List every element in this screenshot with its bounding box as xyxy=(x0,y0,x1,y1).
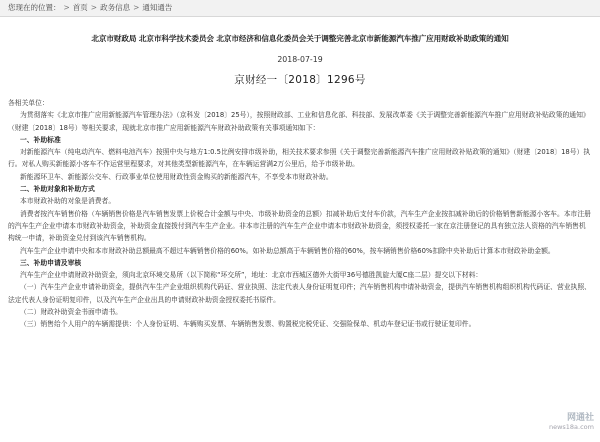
paragraph: 汽车生产企业申请财政补助资金，须向北京环境交易所（以下简称“环交所”，地址：北京市西城区德外大街甲36号德胜凯旋大厦C座二层）提交以下材料： xyxy=(20,271,483,280)
breadcrumb-link-gov-info[interactable]: 政务信息 xyxy=(100,3,131,12)
watermark-logo xyxy=(528,410,594,436)
paragraph: 消费者按汽车销售价格（车辆销售价格是汽车销售发票上价税合计金额与中央、市级补助资金的总额）扣减补助后支付车价款，汽车生产企业按扣减补助后的价格销售新能源小客车。本市注册的汽车生产企业申请本市财政补助资金，补助资金直接拨付到汽车生产企业。非本市注册的汽车生产企业申请本市财政补助资金，须授权委托一家在京注册登记的具有独立法人资格的汽车销售机构统一申请，补助资金兑付到该汽车销售机构。 xyxy=(8,209,591,243)
watermark-line1: 网通社 xyxy=(566,413,594,423)
paragraph: （一）汽车生产企业申请补助资金，提供汽车生产企业组织机构代码证、营业执照、法定代表人身份证明复印件；汽车销售机构申请补助资金，提供汽车销售机构组织机构代码证、营业执照、法定代表人身份证明复印件，以及汽车生产企业出具的申请财政补助资金授权委托书原件。 xyxy=(8,283,591,304)
paragraph: 新能源环卫车、新能源公交车、行政事业单位使用财政性资金购买的新能源汽车，不享受本市财政补助。 xyxy=(20,172,333,181)
section-heading: 二、补助对象和补助方式 xyxy=(20,185,95,194)
paragraph: （三）销售给个人用户的车辆需提供：个人身份证明、车辆购买发票、车辆销售发票、购置税完税凭证、交强险保单、机动车登记证书或行驶证复印件。 xyxy=(20,320,476,329)
section-heading: 三、补助申请及审核 xyxy=(20,258,82,267)
watermark-line2: news18a.com xyxy=(548,423,594,431)
section-heading: 一、补助标准 xyxy=(20,135,61,144)
paragraph: 本市财政补助的对象是消费者。 xyxy=(20,197,116,206)
breadcrumb-link-notices[interactable]: 通知通告 xyxy=(142,3,173,12)
document-title: 北京市财政局 北京市科学技术委员会 北京市经济和信息化委员会关于调整完善北京市新能源汽车推广应用财政补助政策的通知 xyxy=(91,34,509,43)
document-number: 京财经一〔2018〕1296号 xyxy=(234,74,366,86)
breadcrumb-separator: > xyxy=(133,3,140,12)
paragraph: （二）财政补助资金书面申请书。 xyxy=(20,308,122,317)
breadcrumb xyxy=(0,0,600,17)
breadcrumb-separator: > xyxy=(63,3,70,12)
breadcrumb-prefix: 您现在的位置： xyxy=(8,3,61,12)
document-date: 2018-07-19 xyxy=(277,55,323,64)
document-body xyxy=(8,97,592,331)
intro-paragraph: 为贯彻落实《北京市推广应用新能源汽车管理办法》（京科发〔2018〕25号），按照财政部、工业和信息化部、科技部、发展改革委《关于调整完善新能源汽车推广应用财政补贴政策的通知》（财建〔2018〕18号）等相关要求，现就北京市推广应用新能源汽车财政补助政策有关事项通知如下： xyxy=(8,111,590,132)
breadcrumb-link-home[interactable]: 首页 xyxy=(72,3,88,12)
breadcrumb-separator: > xyxy=(90,3,98,12)
salutation: 各相关单位： xyxy=(8,99,49,107)
paragraph: 汽车生产企业申请中央和本市财政补助总额最高不超过车辆销售价格的60%。如补助总额高于车辆销售价格的60%，按车辆销售价格60%扣除中央补助后计算本市财政补助金额。 xyxy=(20,246,555,255)
document xyxy=(0,33,600,331)
paragraph: 对新能源汽车（纯电动汽车、燃料电池汽车）按照中央与地方1:0.5比例安排市级补助，相关技术要求参照《关于调整完善新能源汽车推广应用财政补贴政策的通知》（财建〔2018〕18号）执行。对私人购买新能源小客车不作运营里程要求，对其他类型新能源汽车，在车辆运营满2万公里后，给予市级补助。 xyxy=(8,148,591,169)
